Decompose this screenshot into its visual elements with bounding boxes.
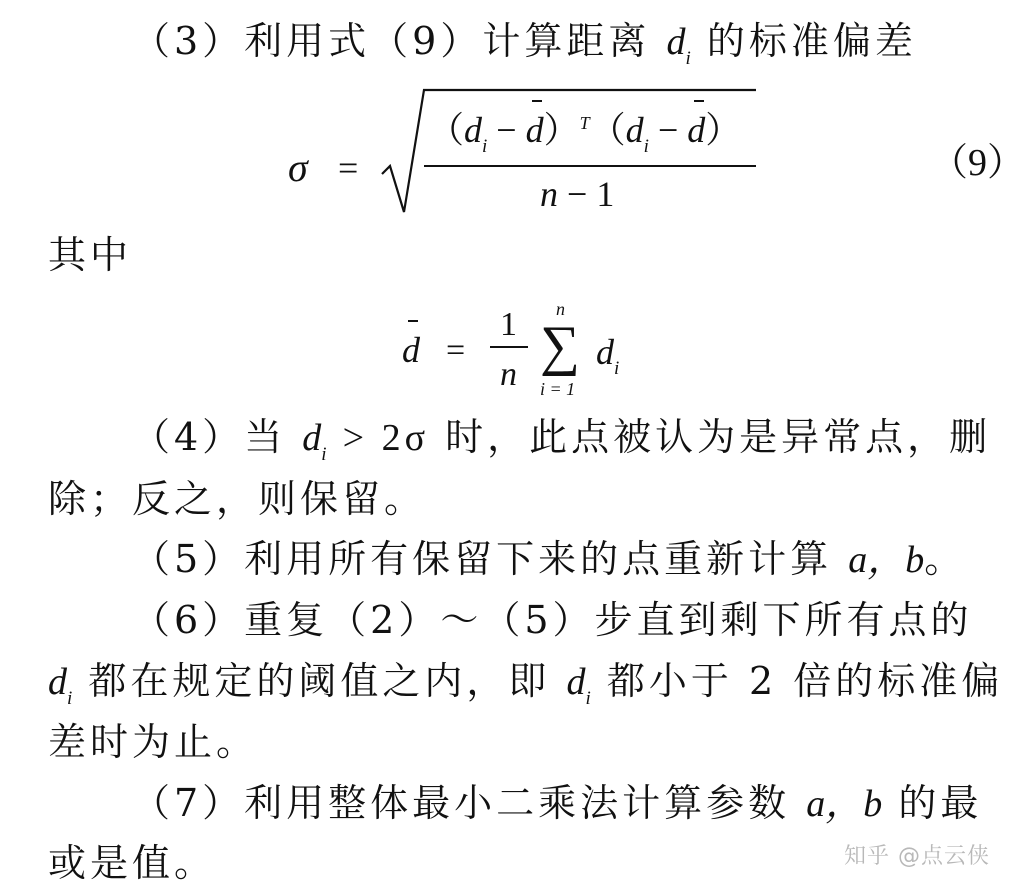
step4-var: d xyxy=(302,417,322,459)
transpose-sup: T xyxy=(579,113,590,133)
paren-close2: ） xyxy=(705,110,742,150)
denominator xyxy=(540,176,614,212)
mean-one: 1 xyxy=(500,306,517,343)
equation-tag: （9） xyxy=(930,142,1025,184)
mean-dbar: d xyxy=(402,330,420,370)
step7-suffix: 的最 xyxy=(898,781,983,825)
step6-sub1: i xyxy=(67,688,73,709)
step6-mid: 都在规定的阈值之内，即 xyxy=(88,659,551,703)
step6-line1: （6）重复（2）～（5）步直到剩下所有点的 xyxy=(132,598,973,642)
den-one: 1 xyxy=(596,174,615,214)
step4-sub: i xyxy=(321,444,327,465)
step6-line3: 差时为止。 xyxy=(48,720,259,764)
step6-end: 都小于 2 倍的标准偏 xyxy=(606,659,1004,703)
step3-suffix: 的标准偏差 xyxy=(706,19,917,63)
fraction-bar xyxy=(424,165,756,167)
where-label: 其中 xyxy=(48,233,133,277)
step7-line2: 或是值。 xyxy=(48,841,217,885)
den-n: n xyxy=(540,174,558,214)
step5-suffix: 。 xyxy=(924,537,967,581)
mean-n: n xyxy=(500,356,517,393)
step4-line2: 除；反之，则保留。 xyxy=(48,477,427,521)
sum-icon: ∑ xyxy=(540,315,580,377)
num-minus2: − xyxy=(657,110,679,150)
step3-var: d xyxy=(666,21,686,63)
step6-var1: d xyxy=(48,661,67,703)
mean-equals: = xyxy=(446,332,466,369)
step3-line xyxy=(132,19,917,69)
sum-lower: i = 1 xyxy=(540,379,576,399)
step5-vars: a，b xyxy=(848,539,925,581)
mean-i: i xyxy=(614,358,620,379)
step5-prefix: （5）利用所有保留下来的点重新计算 xyxy=(132,537,833,581)
num-i2: i xyxy=(643,136,649,157)
step5-line xyxy=(132,537,967,581)
num-dbar1: d xyxy=(525,110,544,150)
numerator xyxy=(428,110,742,157)
step4-condition: > 2σ xyxy=(342,417,430,459)
den-minus: − xyxy=(567,174,588,214)
step7-prefix: （7）利用整体最小二乘法计算参数 xyxy=(132,781,791,825)
mean-di xyxy=(596,332,620,379)
step6-var2: d xyxy=(566,661,586,703)
num-dbar2: d xyxy=(687,110,706,150)
paren-close1: ） xyxy=(543,110,580,150)
mean-fraction-bar xyxy=(490,346,528,348)
num-minus1: − xyxy=(496,110,517,150)
mean-d: d xyxy=(596,332,614,372)
step4-suffix: 时，此点被认为是异常点，删 xyxy=(445,415,992,459)
step7-vars: a，b xyxy=(806,783,883,825)
step4-line1 xyxy=(132,415,992,465)
step6-sub2: i xyxy=(585,688,591,709)
step3-prefix: （3）利用式（9）计算距离 xyxy=(132,19,651,63)
num-d2: d xyxy=(625,110,644,150)
paren-open2: （ xyxy=(589,110,626,150)
sigma-lhs: σ xyxy=(288,145,308,190)
step7-line1 xyxy=(132,781,983,825)
step3-sub: i xyxy=(685,48,691,69)
equals-sign: = xyxy=(338,148,359,188)
paren-open: （ xyxy=(428,110,465,150)
num-i1: i xyxy=(482,136,488,157)
num-d1: d xyxy=(464,110,483,150)
watermark: 知乎 @点云侠 xyxy=(844,844,990,869)
sum-upper: n xyxy=(556,299,565,319)
step6-line2 xyxy=(48,659,1004,709)
step4-prefix: （4）当 xyxy=(132,415,287,459)
